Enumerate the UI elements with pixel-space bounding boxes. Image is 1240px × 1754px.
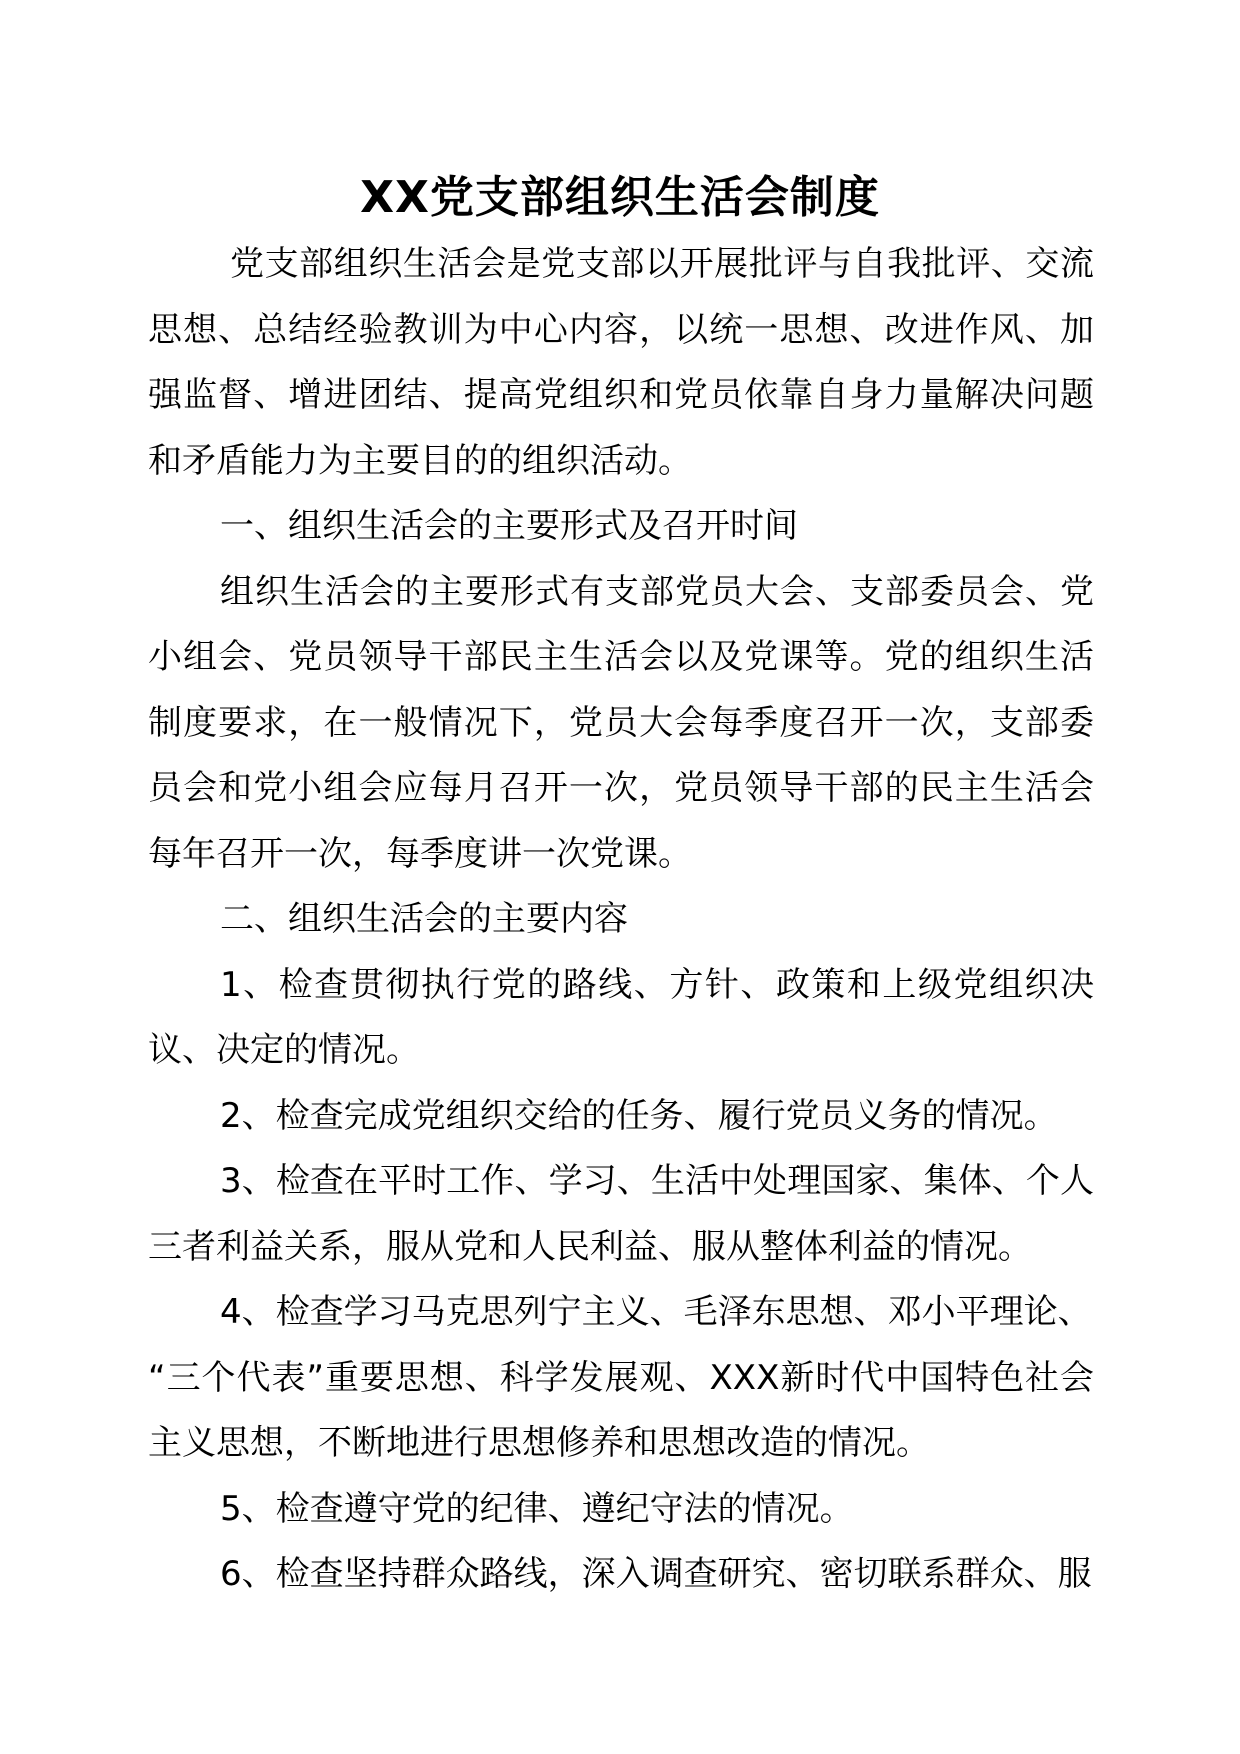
document-body <box>148 232 1094 1608</box>
list-item-4: 4、检查学习马克思列宁主义、毛泽东思想、邓小平理论、 <box>220 1292 1092 1332</box>
list-item-6: 6、检查坚持群众路线，深入调查研究、密切联系群众、服 <box>220 1554 1092 1594</box>
paragraph-forms-and-schedule: 组织生活会的主要形式有支部党员大会、支部委员会、党小组会、党员领导干部民主生活会以及党课等。党的组织生活制度要求，在一般情况下，党员大会每季度召开一次，支部委员会和党小组会应每月召开一次，党员领导干部的民主生活会每年召开一次，每季度讲一次党课。 <box>148 571 1094 874</box>
section-heading-1: 一、组织生活会的主要形式及召开时间 <box>220 506 798 546</box>
section-heading-2: 二、组织生活会的主要内容 <box>220 899 628 939</box>
paragraph-intro: 党支部组织生活会是党支部以开展批评与自我批评、交流思想、总结经验教训为中心内容，以统一思想、改进作风、加强监督、增进团结、提高党组织和党员依靠自身力量解决问题和矛盾能力为主要目的的组织活动。 <box>148 244 1094 481</box>
list-item-1: 1、检查贯彻执行党的路线、方针、政策和上级党组织决议、决定的情况。 <box>148 964 1094 1070</box>
document-title: XX党支部组织生活会制度 <box>360 172 880 223</box>
list-item-5: 5、检查遵守党的纪律、遵纪守法的情况。 <box>220 1488 854 1529</box>
list-item-2: 2、检查完成党组织交给的任务、履行党员义务的情况。 <box>220 1095 1058 1136</box>
list-item-3: 3、检查在平时工作、学习、生活中处理国家、集体、个人三者利益关系，服从党和人民利益、服从整体利益的情况。 <box>148 1161 1094 1267</box>
list-item-4-continued: “三个代表”重要思想、科学发展观、XXX新时代中国特色社会主义思想，不断地进行思想修养和思想改造的情况。 <box>148 1357 1094 1463</box>
